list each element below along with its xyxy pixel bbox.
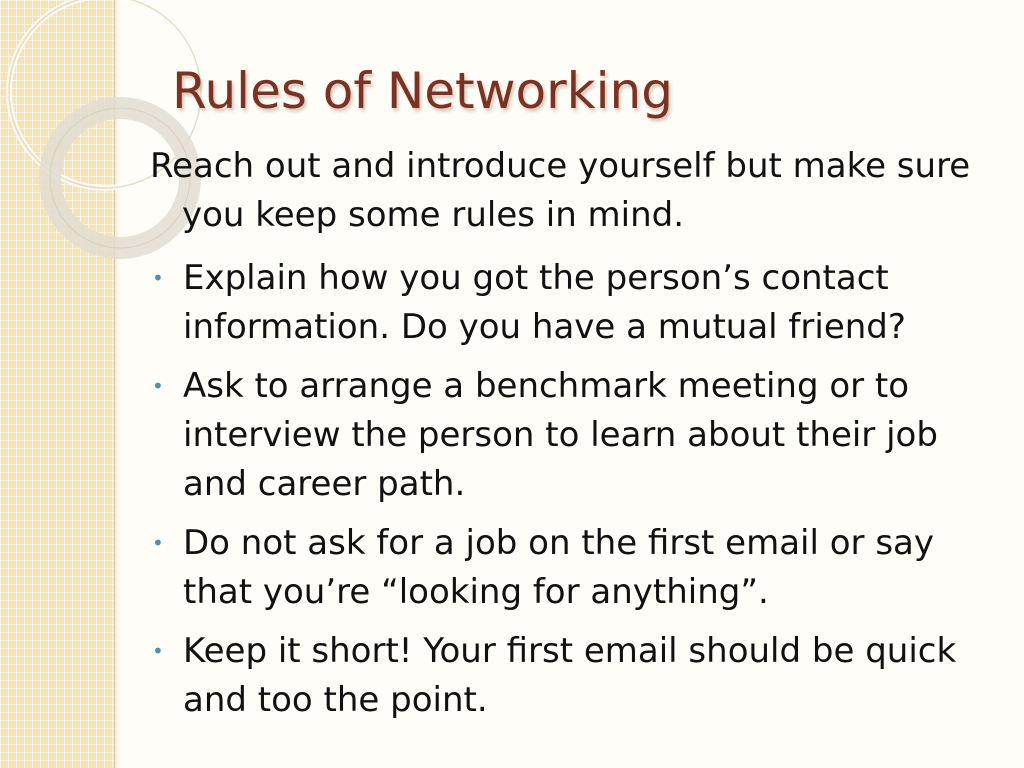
bullet-list — [150, 254, 1000, 725]
slide-body — [150, 142, 1000, 735]
slide-title: Rules of Networking — [172, 62, 673, 120]
bullet-icon: • — [152, 639, 164, 663]
bullet-icon: • — [152, 374, 164, 398]
bullet-icon: • — [152, 266, 164, 290]
bullet-item — [150, 627, 1000, 725]
bullet-text: Ask to arrange a benchmark meeting or to interview the person to learn about their job and career path. — [183, 366, 938, 504]
bullet-icon: • — [152, 531, 164, 555]
intro-text: Reach out and introduce yourself but make sure you keep some rules in mind. — [150, 146, 971, 235]
bullet-text: Keep it short! Your first email should be quick and too the point. — [183, 631, 957, 720]
bullet-item — [150, 254, 1000, 352]
bullet-item — [150, 519, 1000, 617]
bullet-text: Do not ask for a job on the first email or say that you’re “looking for anything”. — [183, 523, 935, 612]
bullet-item — [150, 362, 1000, 509]
bullet-text: Explain how you got the person’s contact information. Do you have a mutual friend? — [183, 258, 906, 347]
